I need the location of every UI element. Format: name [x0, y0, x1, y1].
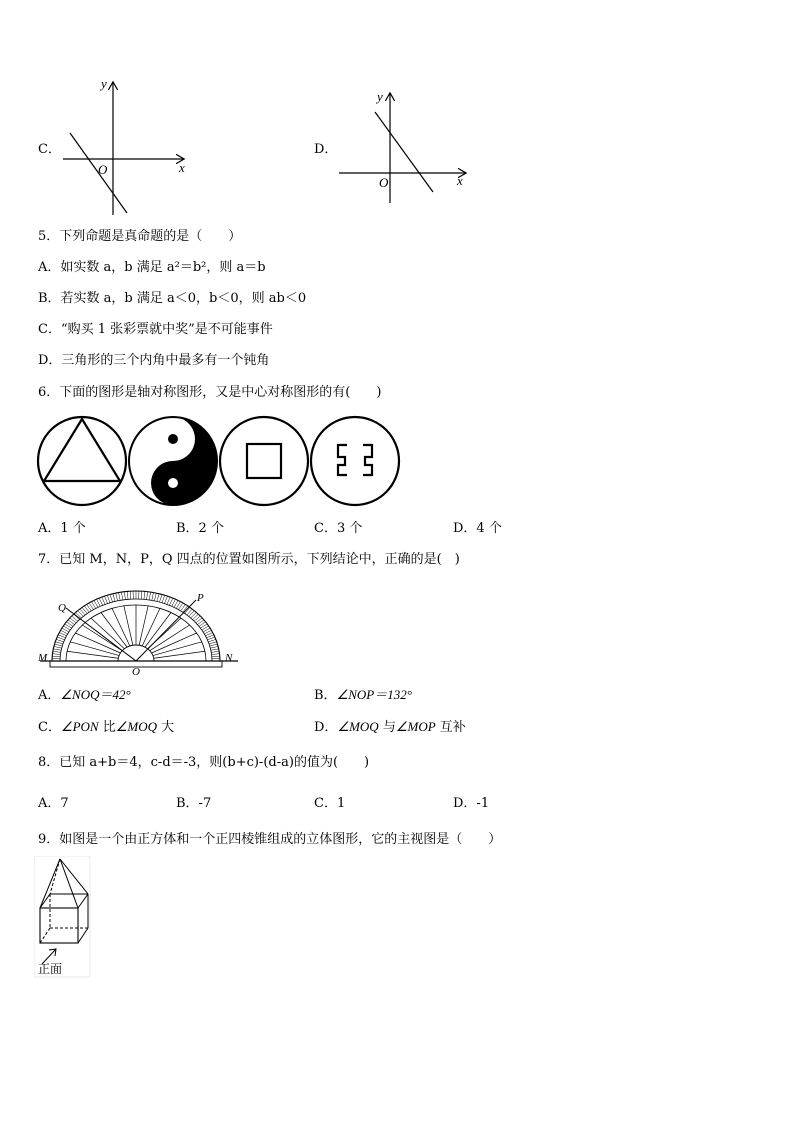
cube-top-right-edge: [78, 894, 88, 908]
protractor-tick: [144, 591, 145, 599]
protractor-tick: [121, 592, 122, 600]
q9-stem: 9．如图是一个由正方体和一个正四棱锥组成的立体图形，它的主视图是（ ）: [38, 832, 502, 847]
y-axis-label: y: [101, 76, 107, 91]
q5-option-c: C．“购买 1 张彩票就中奖”是不可能事件: [38, 322, 273, 337]
q7-option-c-tail: 大: [157, 720, 175, 735]
origin-label: O: [379, 175, 389, 190]
pyramid-hidden-edge: [50, 859, 60, 894]
q4-graph-d: [333, 88, 473, 208]
protractor-tick: [164, 596, 167, 603]
protractor-spoke: [124, 606, 133, 645]
cube-hidden-depth: [40, 928, 50, 943]
protractor-tick: [124, 592, 125, 600]
q7-option-c-math: ∠PON: [60, 719, 99, 734]
protractor-spoke: [142, 608, 160, 646]
protractor-tick: [212, 656, 220, 657]
q7-option-d-letter: D．: [314, 720, 338, 735]
protractor-tick: [208, 639, 216, 641]
point-n-label: N: [225, 652, 233, 664]
protractor-tick: [209, 642, 217, 644]
protractor-tick: [55, 642, 63, 644]
protractor-spoke: [152, 633, 197, 653]
point-o-label: O: [132, 666, 140, 678]
q7-option-d-math2: ∠MOP: [395, 719, 436, 734]
q8-option-a: A．7: [38, 796, 69, 811]
protractor-tick: [149, 592, 150, 600]
q7-option-b: [314, 687, 412, 704]
q6-stem: 6．下面的图形是轴对称图形，又是中心对称图形的有( ): [38, 385, 382, 400]
q7-option-d: [314, 719, 466, 736]
pyramid-edge: [60, 859, 88, 894]
q6-option-b: B．2 个: [176, 521, 224, 536]
protractor-tick: [172, 599, 176, 606]
q6-option-a: A．1 个: [38, 521, 86, 536]
q7-option-c-math2: ∠MOQ: [115, 719, 158, 734]
q7-option-c: [38, 719, 174, 736]
protractor-tick: [207, 637, 215, 640]
protractor-tick: [53, 649, 61, 650]
q5-option-a: A．如实数 a，b 满足 a²＝b²，则 a＝b: [38, 260, 266, 275]
q7-option-d-tail: 互补: [435, 720, 466, 735]
protractor-spoke: [154, 651, 205, 658]
q4-graph-c: [55, 75, 195, 220]
cube-front-face: [40, 908, 78, 943]
protractor-tick: [58, 635, 65, 638]
protractor-tick: [192, 614, 198, 619]
q6-figures: [36, 415, 406, 507]
q7-option-c-mid: 比: [98, 720, 116, 735]
protractor-tick: [211, 649, 219, 650]
protractor-tick: [113, 594, 115, 602]
protractor-tick: [119, 593, 121, 601]
point-q-label: Q: [58, 602, 66, 614]
protractor-tick: [110, 594, 112, 602]
q6-option-d: D．4 个: [453, 521, 502, 536]
y-axis-label: y: [377, 89, 383, 104]
q7-option-c-letter: C．: [38, 720, 61, 735]
q5-stem: 5．下列命题是真命题的是（ ）: [38, 229, 242, 244]
q7-option-b-letter: B．: [314, 688, 337, 703]
yin-yang-figure: [129, 417, 217, 505]
circle-pattern-figure: [311, 417, 399, 505]
protractor-tick: [54, 646, 62, 648]
protractor-tick: [52, 656, 60, 657]
protractor-tick: [210, 644, 218, 646]
protractor-tick: [152, 593, 154, 601]
q7-option-a: [38, 687, 131, 704]
protractor-tick: [167, 597, 170, 604]
protractor-tick: [57, 637, 65, 640]
protractor-tick: [211, 651, 219, 652]
q7-option-b-math: ∠NOP＝132°: [336, 687, 412, 702]
protractor-tick: [159, 594, 161, 602]
origin-label: O: [98, 162, 108, 177]
protractor-tick: [105, 596, 108, 603]
cube-bottom-right-edge: [78, 928, 88, 943]
protractor-tick: [54, 644, 62, 646]
x-axis-label: x: [457, 173, 463, 188]
q7-option-d-math: ∠MOQ: [337, 719, 379, 734]
q7-stem: 7．已知 M，N，P，Q 四点的位置如图所示，下列结论中，正确的是( ): [38, 552, 460, 567]
protractor-tick: [169, 598, 173, 605]
q7-option-a-letter: A．: [38, 688, 61, 703]
point-m-label: M: [38, 652, 48, 664]
circle-triangle-figure: [38, 417, 126, 505]
q7-option-a-math: ∠NOQ＝42°: [60, 687, 131, 702]
protractor-tick: [212, 654, 220, 655]
protractor-tick: [147, 592, 148, 600]
q5-option-b: B．若实数 a，b 满足 a＜0，b＜0，则 ab＜0: [38, 291, 307, 306]
protractor-tick: [97, 599, 101, 606]
protractor-tick: [116, 593, 118, 601]
protractor-tick: [99, 598, 103, 605]
protractor-tick: [162, 595, 165, 603]
protractor-tick: [210, 646, 218, 648]
protractor-spoke: [139, 606, 148, 645]
q8-stem: 8．已知 a+b＝4，c-d＝-3，则(b+c)-(d-a)的值为( ): [38, 755, 370, 770]
protractor-spoke: [101, 613, 127, 648]
protractor-tick: [141, 591, 142, 599]
circle-square-figure: [220, 417, 308, 505]
x-axis-label: x: [179, 160, 185, 175]
protractor-tick: [127, 591, 128, 599]
protractor-spoke: [112, 608, 130, 646]
protractor-spoke: [67, 651, 118, 658]
protractor-tick: [52, 654, 60, 655]
protractor-tick: [102, 597, 105, 604]
protractor-tick: [53, 651, 61, 652]
q9-front-label: 正面: [38, 962, 63, 976]
q5-option-d: D．三角形的三个内角中最多有一个钝角: [38, 353, 270, 368]
q7-protractor-figure: [36, 588, 246, 678]
point-p-label: P: [197, 592, 204, 604]
protractor-tick: [130, 591, 131, 599]
protractor-spoke: [75, 633, 120, 653]
pyramid-edge: [60, 859, 78, 908]
protractor-tick: [56, 639, 64, 641]
q4-option-d-label: D．: [314, 142, 338, 157]
protractor-tick: [154, 593, 156, 601]
protractor-tick: [206, 635, 213, 638]
protractor-tick: [107, 595, 110, 603]
ray-oq: [66, 608, 136, 661]
q8-option-c: C．1: [314, 796, 346, 811]
q8-option-d: D．-1: [453, 796, 490, 811]
q7-option-d-mid: 与: [378, 720, 396, 735]
figure-frame: [34, 856, 90, 977]
q6-option-c: C．3 个: [314, 521, 363, 536]
q4-option-c-label: C．: [38, 142, 61, 157]
q8-option-b: B．-7: [176, 796, 212, 811]
protractor-tick: [157, 594, 159, 602]
